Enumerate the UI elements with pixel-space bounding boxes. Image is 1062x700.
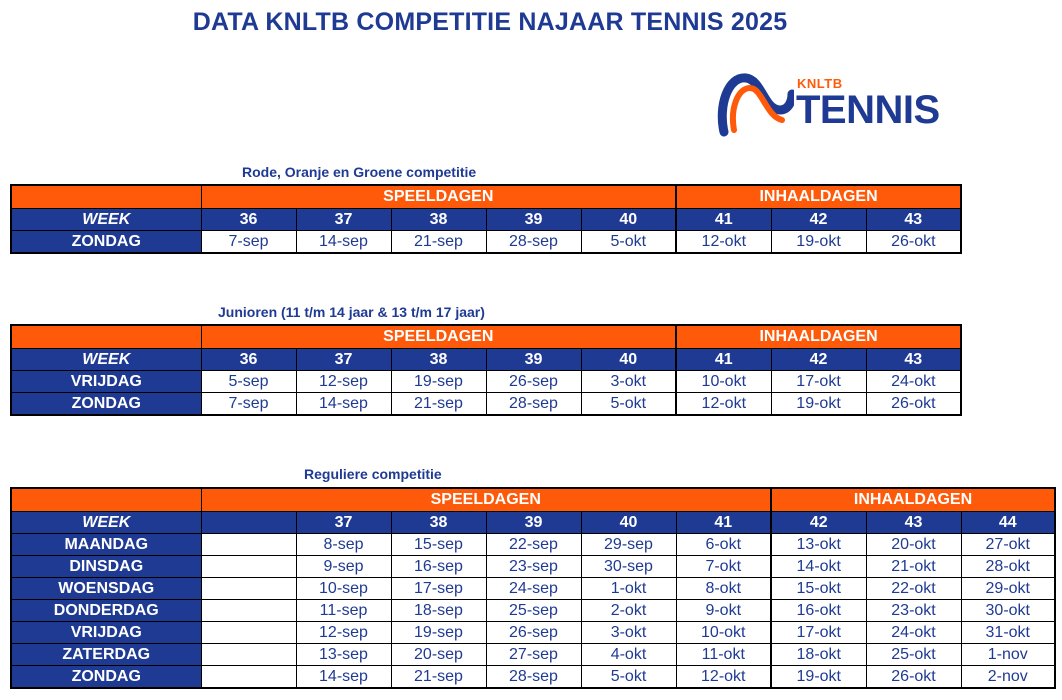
section-title-rog: Rode, Oranje en Groene competitie <box>242 164 477 180</box>
empty-cell <box>201 600 296 622</box>
week-number: 42 <box>771 349 866 371</box>
week-number: 38 <box>391 512 486 534</box>
week-number: 42 <box>771 512 866 534</box>
knltb-tennis-logo <box>714 66 940 138</box>
date-cell: 26-okt <box>866 231 961 254</box>
date-cell: 1-okt <box>581 578 676 600</box>
date-cell: 29-okt <box>961 578 1055 600</box>
week-number: 44 <box>961 512 1055 534</box>
table-row <box>11 371 961 393</box>
date-cell: 7-sep <box>201 393 296 416</box>
date-cell: 11-sep <box>296 600 391 622</box>
date-cell: 8-sep <box>296 534 391 556</box>
date-cell: 10-okt <box>676 622 771 644</box>
date-cell: 22-sep <box>486 534 581 556</box>
date-cell: 22-okt <box>866 578 961 600</box>
day-label: ZONDAG <box>11 666 201 689</box>
date-cell: 26-sep <box>486 371 581 393</box>
inhaaldagen-header: INHAALDAGEN <box>676 325 961 349</box>
week-number: 40 <box>581 209 676 231</box>
date-cell: 17-sep <box>391 578 486 600</box>
date-cell: 28-sep <box>486 666 581 689</box>
date-cell: 12-okt <box>676 666 771 689</box>
date-cell: 21-okt <box>866 556 961 578</box>
week-number: 37 <box>296 512 391 534</box>
date-cell: 26-sep <box>486 622 581 644</box>
date-cell: 10-okt <box>676 371 771 393</box>
date-cell: 19-okt <box>771 231 866 254</box>
week-label: WEEK <box>11 512 201 534</box>
date-cell: 30-sep <box>581 556 676 578</box>
date-cell: 24-okt <box>866 622 961 644</box>
date-cell: 20-sep <box>391 644 486 666</box>
table-row <box>11 622 1055 644</box>
date-cell: 9-okt <box>676 600 771 622</box>
date-cell: 25-sep <box>486 600 581 622</box>
empty-cell <box>201 556 296 578</box>
table-row <box>11 393 961 416</box>
date-cell: 30-okt <box>961 600 1055 622</box>
day-label: MAANDAG <box>11 534 201 556</box>
date-cell: 3-okt <box>581 371 676 393</box>
date-cell: 26-okt <box>866 393 961 416</box>
date-cell: 16-sep <box>391 556 486 578</box>
week-number: 36 <box>201 209 296 231</box>
week-number: 43 <box>866 209 961 231</box>
week-number: 38 <box>391 209 486 231</box>
date-cell: 11-okt <box>676 644 771 666</box>
date-cell: 7-sep <box>201 231 296 254</box>
date-cell: 23-okt <box>866 600 961 622</box>
week-number: 41 <box>676 512 771 534</box>
empty-cell <box>201 644 296 666</box>
day-label: ZONDAG <box>11 393 201 416</box>
section-title-regulier: Reguliere competitie <box>304 466 442 482</box>
date-cell: 26-okt <box>866 666 961 689</box>
day-label: DONDERDAG <box>11 600 201 622</box>
date-cell: 28-sep <box>486 231 581 254</box>
date-cell: 5-sep <box>201 371 296 393</box>
inhaaldagen-header: INHAALDAGEN <box>676 185 961 209</box>
week-number: 41 <box>676 209 771 231</box>
week-label: WEEK <box>11 209 201 231</box>
date-cell: 15-sep <box>391 534 486 556</box>
week-number: 42 <box>771 209 866 231</box>
logo-swoosh-icon <box>714 66 794 138</box>
day-label: WOENSDAG <box>11 578 201 600</box>
date-cell: 25-okt <box>866 644 961 666</box>
week-number: 43 <box>866 512 961 534</box>
date-cell: 16-okt <box>771 600 866 622</box>
date-cell: 19-okt <box>771 666 866 689</box>
week-number: 39 <box>486 349 581 371</box>
week-number: 41 <box>676 349 771 371</box>
section-title-junioren: Junioren (11 t/m 14 jaar & 13 t/m 17 jaar) <box>218 304 485 320</box>
table-row <box>11 534 1055 556</box>
date-cell: 31-okt <box>961 622 1055 644</box>
speeldagen-header: SPEELDAGEN <box>201 185 676 209</box>
table-row <box>11 578 1055 600</box>
corner-cell <box>11 488 201 512</box>
date-cell: 29-sep <box>581 534 676 556</box>
date-cell: 6-okt <box>676 534 771 556</box>
week-number: 38 <box>391 349 486 371</box>
table-row <box>11 644 1055 666</box>
date-cell: 23-sep <box>486 556 581 578</box>
table-row <box>11 600 1055 622</box>
date-cell: 17-okt <box>771 622 866 644</box>
schedule-table-rog <box>10 184 962 254</box>
date-cell: 12-okt <box>676 231 771 254</box>
date-cell: 14-okt <box>771 556 866 578</box>
corner-cell <box>11 325 201 349</box>
empty-cell <box>201 622 296 644</box>
date-cell: 9-sep <box>296 556 391 578</box>
week-number: 40 <box>581 349 676 371</box>
date-cell: 3-okt <box>581 622 676 644</box>
date-cell: 10-sep <box>296 578 391 600</box>
date-cell: 12-okt <box>676 393 771 416</box>
date-cell: 20-okt <box>866 534 961 556</box>
day-label: ZATERDAG <box>11 644 201 666</box>
empty-cell <box>201 578 296 600</box>
date-cell: 18-sep <box>391 600 486 622</box>
week-number: 40 <box>581 512 676 534</box>
date-cell: 18-okt <box>771 644 866 666</box>
date-cell: 2-nov <box>961 666 1055 689</box>
table-row <box>11 231 961 254</box>
week-number: 43 <box>866 349 961 371</box>
logo-text-knltb: KNLTB <box>797 76 843 91</box>
date-cell: 12-sep <box>296 371 391 393</box>
date-cell: 21-sep <box>391 393 486 416</box>
date-cell: 27-okt <box>961 534 1055 556</box>
date-cell: 8-okt <box>676 578 771 600</box>
schedule-table-regulier <box>10 487 1056 689</box>
date-cell: 19-sep <box>391 622 486 644</box>
speeldagen-header: SPEELDAGEN <box>201 488 771 512</box>
date-cell: 24-okt <box>866 371 961 393</box>
page-title: DATA KNLTB COMPETITIE NAJAAR TENNIS 2025 <box>192 8 788 36</box>
day-label: DINSDAG <box>11 556 201 578</box>
week-number: 36 <box>201 349 296 371</box>
date-cell: 14-sep <box>296 393 391 416</box>
table-row <box>11 556 1055 578</box>
date-cell: 17-okt <box>771 371 866 393</box>
date-cell: 19-sep <box>391 371 486 393</box>
speeldagen-header: SPEELDAGEN <box>201 325 676 349</box>
date-cell: 12-sep <box>296 622 391 644</box>
table-row <box>11 666 1055 689</box>
date-cell: 21-sep <box>391 231 486 254</box>
date-cell: 2-okt <box>581 600 676 622</box>
date-cell: 5-okt <box>581 666 676 689</box>
day-label: VRIJDAG <box>11 622 201 644</box>
empty-cell <box>201 666 296 689</box>
week-number: 37 <box>296 349 391 371</box>
day-label: VRIJDAG <box>11 371 201 393</box>
date-cell: 1-nov <box>961 644 1055 666</box>
week-number: 37 <box>296 209 391 231</box>
date-cell: 14-sep <box>296 231 391 254</box>
week-number: 39 <box>486 512 581 534</box>
inhaaldagen-header: INHAALDAGEN <box>771 488 1055 512</box>
date-cell: 4-okt <box>581 644 676 666</box>
schedule-table-junioren <box>10 324 962 416</box>
date-cell: 5-okt <box>581 231 676 254</box>
date-cell: 5-okt <box>581 393 676 416</box>
date-cell: 28-sep <box>486 393 581 416</box>
date-cell: 7-okt <box>676 556 771 578</box>
date-cell: 13-okt <box>771 534 866 556</box>
week-number: 39 <box>486 209 581 231</box>
day-label: ZONDAG <box>11 231 201 254</box>
empty-cell <box>201 534 296 556</box>
empty-cell <box>201 512 296 534</box>
logo-text-tennis: TENNIS <box>796 88 940 132</box>
corner-cell <box>11 185 201 209</box>
date-cell: 19-okt <box>771 393 866 416</box>
date-cell: 24-sep <box>486 578 581 600</box>
date-cell: 14-sep <box>296 666 391 689</box>
week-label: WEEK <box>11 349 201 371</box>
date-cell: 28-okt <box>961 556 1055 578</box>
date-cell: 27-sep <box>486 644 581 666</box>
date-cell: 13-sep <box>296 644 391 666</box>
date-cell: 15-okt <box>771 578 866 600</box>
date-cell: 21-sep <box>391 666 486 689</box>
